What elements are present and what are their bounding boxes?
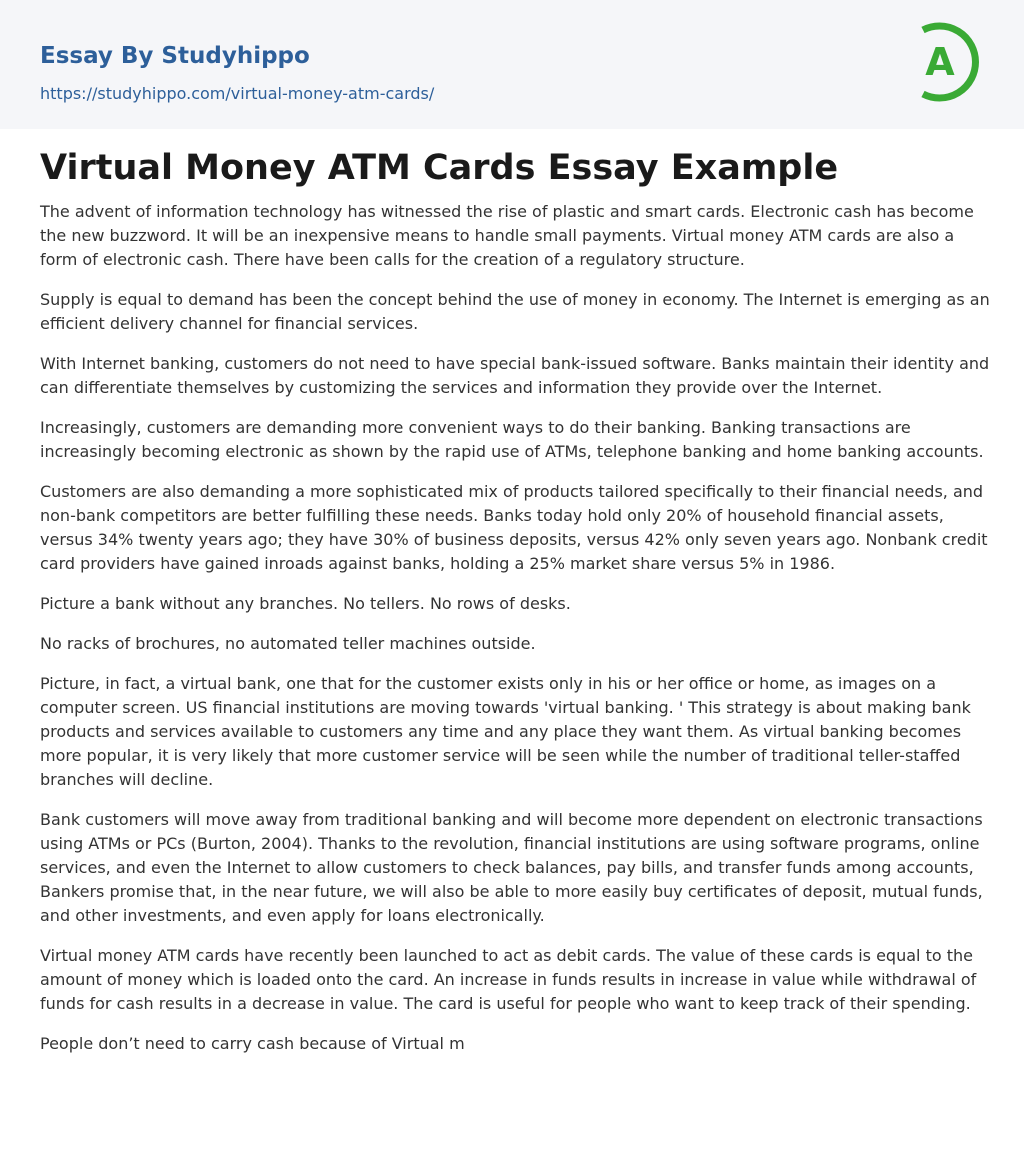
- article-paragraph: Increasingly, customers are demanding more convenient ways to do their banking. Banking transactions are increasingly becoming electronic as shown by the rapid use of ATMs, telephone banking and home banking accounts.: [40, 418, 984, 461]
- article-paragraph-truncated: People don’t need to carry cash because of Virtual m: [40, 1034, 465, 1053]
- site-brand[interactable]: Essay By Studyhippo: [40, 43, 310, 69]
- article-paragraph: Picture a bank without any branches. No tellers. No rows of desks.: [40, 594, 571, 613]
- logo-letter: A: [925, 40, 955, 84]
- site-header: [0, 0, 1024, 129]
- studyhippo-logo-icon[interactable]: [912, 18, 988, 106]
- article-title: Virtual Money ATM Cards Essay Example: [40, 148, 839, 188]
- article-paragraph: No racks of brochures, no automated teller machines outside.: [40, 634, 536, 653]
- article-paragraph: Picture, in fact, a virtual bank, one that for the customer exists only in his or her office or home, as images on a computer screen. US financial institutions are moving towards 'virtual banking. ' This strategy is about making bank products and services available to customers any time and any place they want them. As virtual banking becomes more popular, it is very likely that more customer service will be seen while the number of traditional teller-staffed branches will decline.: [40, 674, 971, 789]
- article-paragraph: Supply is equal to demand has been the concept behind the use of money in economy. The Internet is emerging as an efficient delivery channel for financial services.: [40, 290, 990, 333]
- article: [40, 146, 990, 1072]
- article-paragraph: Customers are also demanding a more sophisticated mix of products tailored specifically to their financial needs, and non-bank competitors are better fulfilling these needs. Banks today hold only 20% of household financial assets, versus 34% twenty years ago; they have 30% of business deposits, versus 42% only seven years ago. Nonbank credit card providers have gained inroads against banks, holding a 25% market share versus 5% in 1986.: [40, 482, 988, 573]
- article-paragraph: Virtual money ATM cards have recently been launched to act as debit cards. The value of these cards is equal to the amount of money which is loaded onto the card. An increase in funds results in increase in value while withdrawal of funds for cash results in a decrease in value. The card is useful for people who want to keep track of their spending.: [40, 946, 977, 1013]
- source-url-link[interactable]: https://studyhippo.com/virtual-money-atm-cards/: [40, 84, 435, 103]
- article-paragraph: Bank customers will move away from traditional banking and will become more dependent on electronic transactions using ATMs or PCs (Burton, 2004). Thanks to the revolution, financial institutions are using software programs, online services, and even the Internet to allow customers to check balances, pay bills, and transfer funds among accounts, Bankers promise that, in the near future, we will also be able to more easily buy certificates of deposit, mutual funds, and other investments, and even apply for loans electronically.: [40, 810, 983, 925]
- article-paragraph: With Internet banking, customers do not need to have special bank-issued software. Banks maintain their identity and can differentiate themselves by customizing the services and information they provide over the Internet.: [40, 354, 990, 397]
- article-paragraph: The advent of information technology has witnessed the rise of plastic and smart cards. Electronic cash has become the new buzzword. It will be an inexpensive means to handle small payments. Virtual money ATM cards are also a form of electronic cash. There have been calls for the creation of a regulatory structure.: [40, 202, 974, 269]
